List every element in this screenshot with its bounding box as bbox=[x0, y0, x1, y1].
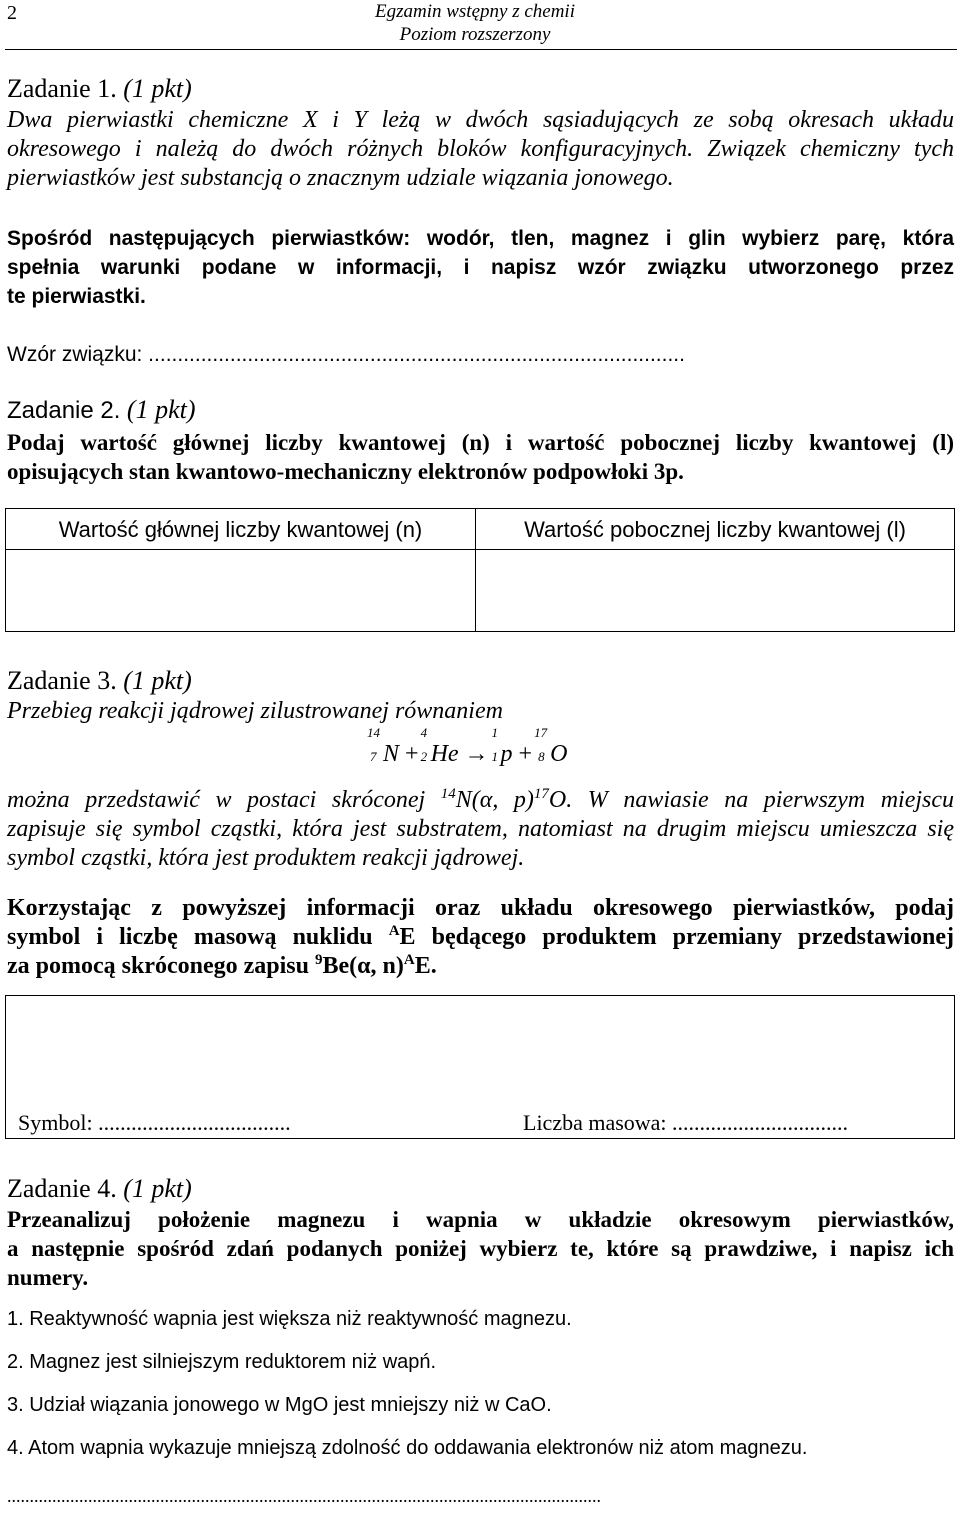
table-header-l: Wartość pobocznej liczby kwantowej (l) bbox=[524, 517, 906, 542]
task1-intro-line: pierwiastków jest substancją o znacznym udziale wiązania jonowego. bbox=[7, 165, 674, 191]
arrow-icon: → bbox=[464, 741, 489, 767]
task3-description bbox=[7, 786, 954, 873]
task2-instruction-line: Podaj wartość głównej liczby kwantowej (n) i wartość pobocznej liczby kwantowej (l) bbox=[7, 430, 954, 455]
task2-answer-table bbox=[5, 508, 955, 632]
task3-description-line: zapisuje się symbol cząstki, która jest substratem, natomiast na drugim miejscu umieszcza się bbox=[7, 816, 954, 842]
task4-title: Zadanie 4. bbox=[7, 1174, 117, 1203]
header-rule bbox=[5, 49, 957, 50]
task3-instruction-line: symbol i liczbę masową nuklidu $^A$E będącego produktem przemiany przedstawionej bbox=[7, 923, 954, 950]
task3-intro: Przebieg reakcji jądrowej zilustrowanej równaniem bbox=[7, 698, 503, 724]
task4-heading bbox=[7, 1174, 192, 1203]
statement-item: 3. Udział wiązania jonowego w MgO jest mniejszy niż w CaO. bbox=[7, 1394, 552, 1416]
task2-heading bbox=[7, 395, 196, 425]
task2-instruction bbox=[7, 428, 954, 486]
task1-instruction-line: spełnia warunki podane w informacji, i napisz wzór związku utworzonego przez bbox=[7, 256, 954, 279]
plus-sign: + bbox=[405, 741, 419, 767]
header-title-line1: Egzamin wstępny z chemii bbox=[374, 1, 575, 22]
task1-intro-line: okresowego i należą do dwóch różnych bloków konfiguracyjnych. Związek chemiczny tych bbox=[7, 136, 954, 162]
n-symbol: N bbox=[383, 741, 400, 767]
task3-description-line: można przedstawić w postaci skróconej $^{14}$N(α, p)$^{17}$O. W nawiasie na pierwszym miejscu bbox=[7, 786, 955, 813]
task1-title: Zadanie 1. bbox=[7, 74, 117, 103]
table-header-n: Wartość głównej liczby kwantowej (n) bbox=[58, 517, 423, 542]
task2-title: Zadanie 2. bbox=[7, 397, 121, 424]
statement-item: 4. Atom wapnia wykazuje mniejszą zdolność do oddawania elektronów niż atom magnezu. bbox=[7, 1437, 808, 1459]
task1-instruction-line: Spośród następujących pierwiastków: wodór, tlen, magnez i glin wybierz parę, która bbox=[7, 227, 954, 250]
task1-heading bbox=[7, 74, 192, 103]
header-title-line2: Poziom rozszerzony bbox=[399, 24, 551, 45]
task1-instruction bbox=[7, 224, 954, 311]
task3-instruction-line: za pomocą skróconego zapisu $^9$Be(α, n)$^A$E. bbox=[7, 952, 437, 979]
task3-instruction-line: Korzystając z powyższej informacji oraz układu okresowego pierwiastków, podaj bbox=[7, 895, 954, 921]
task3-title: Zadanie 3. bbox=[7, 666, 117, 695]
p-mass: 1 bbox=[491, 725, 499, 740]
task4-instruction-line: a następnie spośród zdań podanych poniżej wybierz te, które są prawdziwe, i napisz ich bbox=[7, 1236, 954, 1261]
o-symbol: O bbox=[550, 741, 568, 767]
nuclear-equation bbox=[367, 725, 568, 768]
page-number: 2 bbox=[7, 2, 17, 24]
n-mass: 14 bbox=[367, 725, 380, 740]
task2-points: (1 pkt) bbox=[126, 395, 196, 424]
task3-description-line: symbol cząstki, która jest produktem reakcji jądrowej. bbox=[7, 845, 525, 871]
plus-sign: + bbox=[518, 741, 533, 767]
task1-intro bbox=[7, 106, 954, 193]
statement-item: 1. Reaktywność wapnia jest większa niż reaktywność magnezu. bbox=[7, 1308, 572, 1330]
o-atomic: 8 bbox=[538, 749, 545, 764]
task4-points: (1 pkt) bbox=[123, 1174, 192, 1203]
n-atomic: 7 bbox=[370, 749, 377, 764]
task4-instruction bbox=[7, 1205, 954, 1292]
task3-heading bbox=[7, 666, 192, 695]
answer-cell-n[interactable] bbox=[6, 550, 475, 631]
task1-intro-line: Dwa pierwiastki chemiczne X i Y leżą w dwóch sąsiadujących ze sobą okresach układu bbox=[7, 107, 954, 133]
task1-points: (1 pkt) bbox=[123, 74, 192, 103]
task2-instruction-line: opisujących stan kwantowo-mechaniczny elektronów podpowłoki 3p. bbox=[7, 459, 684, 484]
statement-item: 2. Magnez jest silniejszym reduktorem niż wapń. bbox=[7, 1351, 437, 1373]
o-mass: 17 bbox=[534, 725, 548, 740]
symbol-answer-field[interactable]: Symbol: ................................... bbox=[18, 1110, 291, 1135]
task1-answer-field[interactable]: Wzór związku: ............................................................................................ bbox=[7, 343, 685, 366]
task4-instruction-line: numery. bbox=[7, 1265, 89, 1290]
task4-answer-field[interactable]: .................................................................................................................................... bbox=[7, 1486, 601, 1506]
p-symbol: p bbox=[500, 741, 513, 767]
mass-number-answer-field[interactable]: Liczba masowa: ................................ bbox=[523, 1110, 849, 1135]
he-mass: 4 bbox=[420, 725, 428, 740]
task1-instruction-line: te pierwiastki. bbox=[7, 285, 146, 308]
answer-cell-l[interactable] bbox=[476, 550, 954, 631]
task3-points: (1 pkt) bbox=[123, 666, 192, 695]
p-atomic: 1 bbox=[491, 749, 499, 764]
he-atomic: 2 bbox=[420, 749, 428, 764]
header-title bbox=[360, 0, 590, 46]
he-symbol: He bbox=[430, 741, 459, 767]
task4-instruction-line: Przeanalizuj położenie magnezu i wapnia w układzie okresowym pierwiastków, bbox=[7, 1207, 954, 1232]
task3-instruction bbox=[7, 894, 954, 981]
task3-answer-box[interactable] bbox=[5, 995, 955, 1139]
